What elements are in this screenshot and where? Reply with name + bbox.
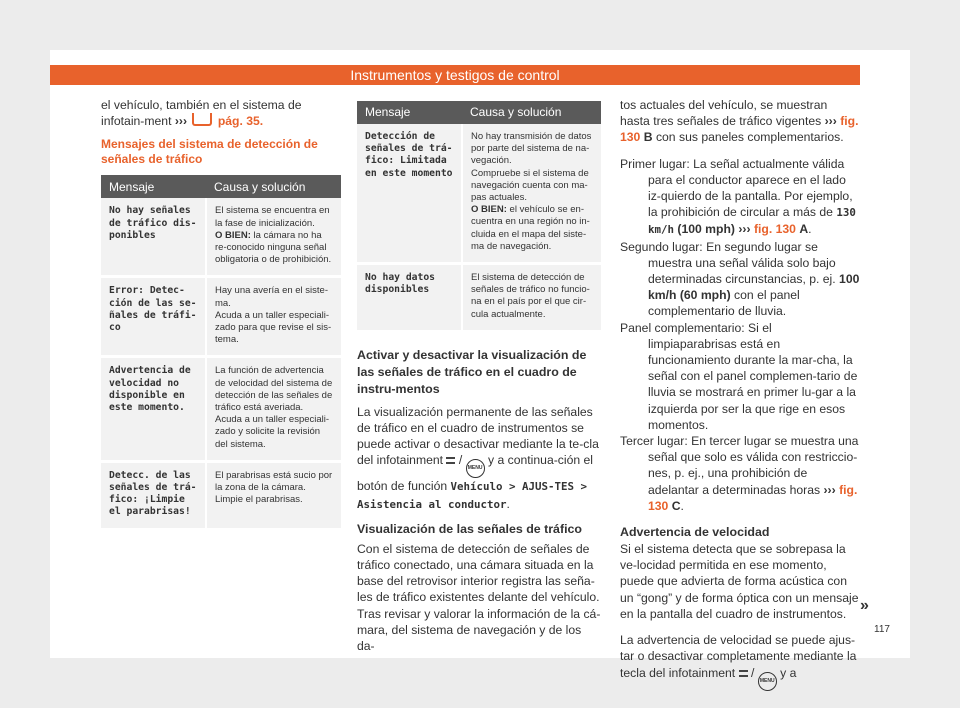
function-path: Vehículo > AJUS-TES > Asistencia al conductor [357, 480, 588, 511]
section-heading-speed-warning: Advertencia de velocidad [620, 525, 770, 540]
message-cell: Advertencia de velocidad no disponible en este momento. [101, 357, 206, 461]
message-cell: No hay señales de tráfico dis-ponibles [101, 198, 206, 277]
intro-paragraph [101, 97, 341, 129]
home-grid-icon [446, 457, 455, 465]
solution-cell: El sistema de detección de señales de tráfico no funcio-na en el país por el que cir-cula actualmente. [462, 264, 601, 332]
section-heading-display: Visualización de las señales de tráfico [357, 521, 582, 536]
intro-text: el vehículo, también en el sistema de infotain-ment [101, 98, 302, 129]
table-row [357, 264, 601, 332]
message-cell: No hay datos disponibles [357, 264, 462, 332]
column-3 [620, 97, 860, 691]
solution-cell: No hay transmisión de datos por parte del sistema de na-vegación. Compruebe si el sistema de navegación cuenta con ma-pas actuales. O BIEN: el vehículo se en-cuentra en una región no in-cluida en el mapa del siste-ma de navegación. [462, 124, 601, 264]
figure-link[interactable]: fig. 130 [648, 482, 858, 513]
solution-cell: El sistema se encuentra en la fase de inicialización. O BIEN: la cámara no ha re-conocido ninguna señal obligatoria o de prohibición. [206, 198, 341, 277]
home-grid-icon [739, 670, 748, 678]
table-header-cause: Causa y solución [206, 175, 341, 198]
speed-warning-settings-paragraph: La advertencia de velocidad se puede ajus-tar o desactivar completamente mediante la tecla del infotainment / MENU y a [620, 632, 860, 690]
display-paragraph: Con el sistema de detección de señales de tráfico conectado, una cámara situada en la base del retrovisor interior registra las seña-les de tráfico existentes delante del vehículo. Tras revisar y valorar la información de la cá-mara, del sistema de navegación y de los da- [357, 541, 601, 654]
solution-cell: Hay una avería en el siste-ma. Acuda a un taller especiali-zado para que revise el sis-tema. [206, 277, 341, 357]
continue-arrows: » [860, 597, 869, 614]
column-1 [101, 97, 341, 531]
signs-intro-paragraph: tos actuales del vehículo, se muestran hasta tres señales de tráfico vigentes ››› fig. 130 B con sus paneles complementarios. [620, 98, 859, 145]
message-cell: Detección de señales de trá-fico: Limitada en este momento [357, 124, 462, 264]
table-row [357, 124, 601, 264]
table-row [101, 198, 341, 277]
table-header-message: Mensaje [101, 175, 206, 198]
solution-cell: La función de advertencia de velocidad del sistema de detección de las señales de tráfico está averiada. Acuda a un taller especiali-zado y solicite la revisión del sistema. [206, 357, 341, 461]
table-header-cause: Causa y solución [462, 101, 601, 124]
message-cell: Detecc. de las señales de trá-fico: ¡Limpie el parabrisas! [101, 461, 206, 529]
speed-warning-paragraph: Si el sistema detecta que se sobrepasa la ve-locidad permitida en ese momento, puede que advierta de forma acústica con un “gong” y de forma óptica con un mensaje en la pantalla del cuadro de instrumentos. [620, 542, 859, 621]
solution-cell: El parabrisas está sucio por la zona de la cámara. Limpie el parabrisas. [206, 461, 341, 529]
menu-button-icon: MENU [466, 459, 485, 478]
page-link[interactable]: pág. 35. [217, 114, 264, 129]
section-title: Mensajes del sistema de detección de señales de tráfico [101, 137, 318, 167]
list-item: Primer lugar: La señal actualmente válida para el conductor aparece en el lado iz-quierdo de la pantalla. Por ejemplo, la prohibición de circular a más de 130 km/h (100 mph) ››› fig. 130 A. [620, 156, 856, 237]
book-icon [192, 113, 212, 126]
list-item: Segundo lugar: En segundo lugar se muestra una señal válida solo bajo determinadas circunstancias, p. ej. 100 km/h (60 mph) con el panel complementario de lluvia. [620, 239, 860, 319]
menu-button-icon: MENU [758, 672, 777, 691]
table-row [101, 357, 341, 461]
list-item: Tercer lugar: En tercer lugar se muestra una señal que solo es válida con restriccio-nes, p. ej., una prohibición de adelantar a determinadas horas ››› fig. 130 C. [620, 434, 859, 513]
page-header: Instrumentos y testigos de control [50, 65, 860, 85]
figure-link[interactable]: fig. 130 [620, 114, 859, 145]
figure-link[interactable]: fig. 130 [753, 222, 796, 237]
table-row [101, 277, 341, 357]
section-heading-activate: Activar y desactivar la visualización de las señales de tráfico en el cuadro de instru-mentos [357, 347, 587, 396]
table-row [101, 461, 341, 529]
messages-table-1 [101, 175, 341, 530]
ref-arrows: ››› [174, 114, 188, 129]
messages-table-2 [357, 101, 601, 333]
activate-paragraph: La visualización permanente de las señales de tráfico en el cuadro de instrumentos se puede activar o desactivar mediante la te-cla del infotainment / MENU y a continua-ción el botón de función Vehículo > AJUS-TES > Asistencia al conductor. [357, 404, 599, 511]
table-header-message: Mensaje [357, 101, 462, 124]
list-item: Panel complementario: Si el limpiaparabrisas está en funcionamiento durante la mar-cha, la señal con el panel complemen-tario de lluvia se mostrará en primer lu-gar a la izquierda por ser la que rige en esos momentos. [620, 320, 858, 432]
page-number: 117 [874, 624, 890, 635]
column-2 [357, 97, 601, 654]
message-cell: Error: Detec-ción de las se-ñales de tráfi-co [101, 277, 206, 357]
